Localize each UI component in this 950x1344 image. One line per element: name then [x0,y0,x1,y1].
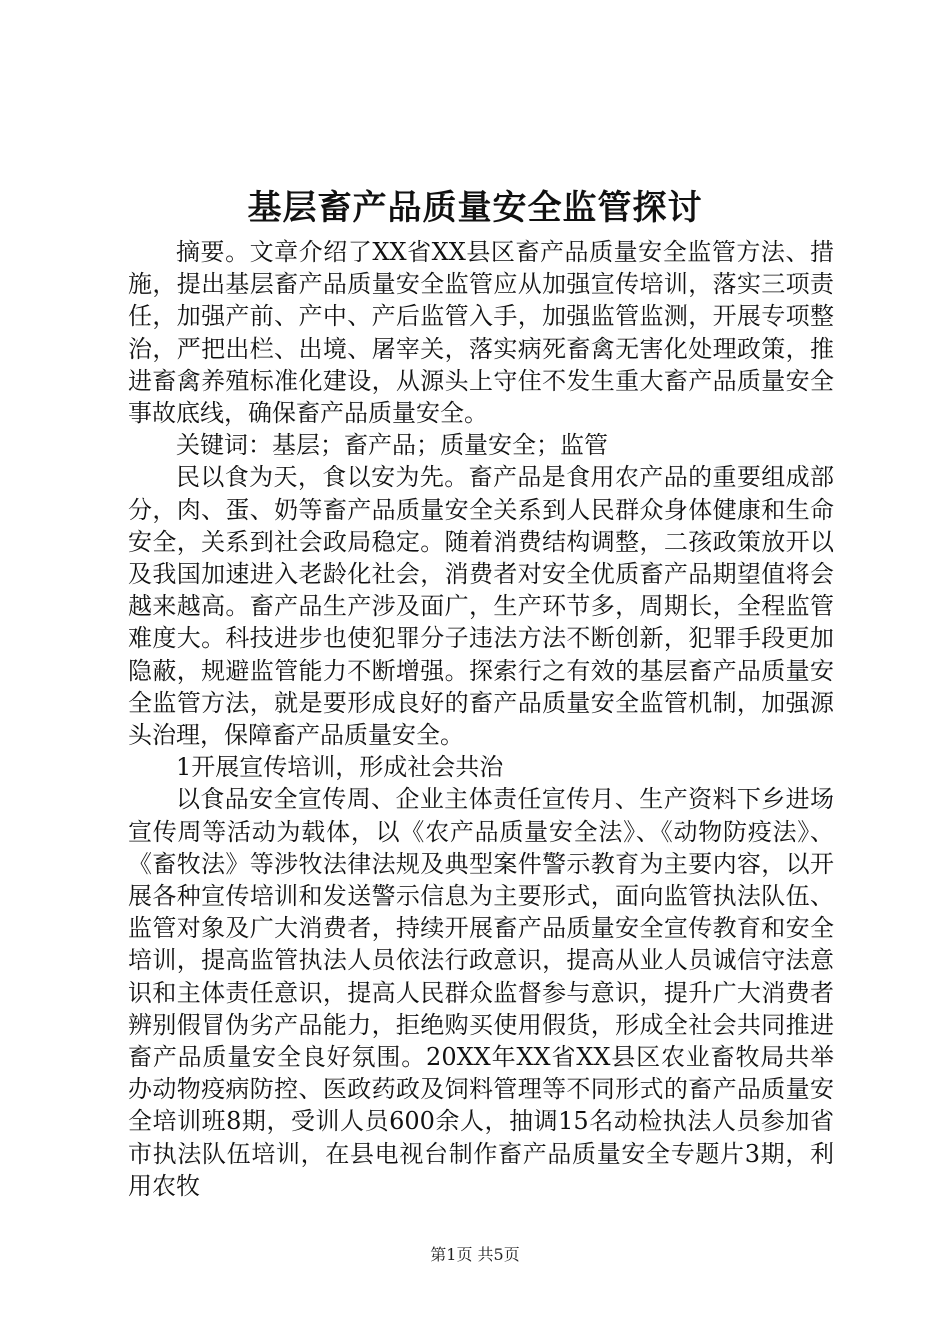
document-title: 基层畜产品质量安全监管探讨 [247,188,703,228]
section-paragraph: 以食品安全宣传周、企业主体责任宣传月、生产资料下乡进场宣传周等活动为载体，以《农产品质量安全法》、《动物防疫法》、《畜牧法》等涉牧法律法规及典型案件警示教育为主要内容，以开展各种宣传培训和发送警示信息为主要形式，面向监管执法队伍、监管对象及广大消费者，持续开展畜产品质量安全宣传教育和安全培训，提高监管执法人员依法行政意识，提高从业人员诚信守法意识和主体责任意识，提高人民群众监督参与意识，提升广大消费者辨别假冒伪劣产品能力，拒绝购买使用假货，形成全社会共同推进畜产品质量安全良好氛围。20XX年XX省XX县区农业畜牧局共举办动物疫病防控、医政药政及饲料管理等不同形式的畜产品质量安全培训班8期，受训人员600余人，抽调15名动检执法人员参加省市执法队伍培训，在县电视台制作畜产品质量安全专题片3期，利用农牧 [128,785,834,1200]
section-heading: 1开展宣传培训，形成社会共治 [176,753,504,782]
page-footer: 第1页 共5页 [430,1245,520,1264]
abstract-paragraph: 摘要。文章介绍了XX省XX县区畜产品质量安全监管方法、措施，提出基层畜产品质量安全监管应从加强宣传培训，落实三项责任，加强产前、产中、产后监管入手，加强监管监测，开展专项整治，严把出栏、出境、屠宰关，落实病死畜禽无害化处理政策，推进畜禽养殖标准化建设，从源头上守住不发生重大畜产品质量安全事故底线，确保畜产品质量安全。 [128,238,834,428]
document-body [128,236,834,1202]
keywords-paragraph: 关键词：基层；畜产品；质量安全；监管 [176,431,608,460]
intro-paragraph: 民以食为天，食以安为先。畜产品是食用农产品的重要组成部分，肉、蛋、奶等畜产品质量安全关系到人民群众身体健康和生命安全，关系到社会政局稳定。随着消费结构调整，二孩政策放开以及我国加速进入老龄化社会，消费者对安全优质畜产品期望值将会越来越高。畜产品生产涉及面广，生产环节多，周期长，全程监管难度大。科技进步也使犯罪分子违法方法不断创新，犯罪手段更加隐蔽，规避监管能力不断增强。探索行之有效的基层畜产品质量安全监管方法，就是要形成良好的畜产品质量安全监管机制，加强源头治理，保障畜产品质量安全。 [128,463,834,750]
